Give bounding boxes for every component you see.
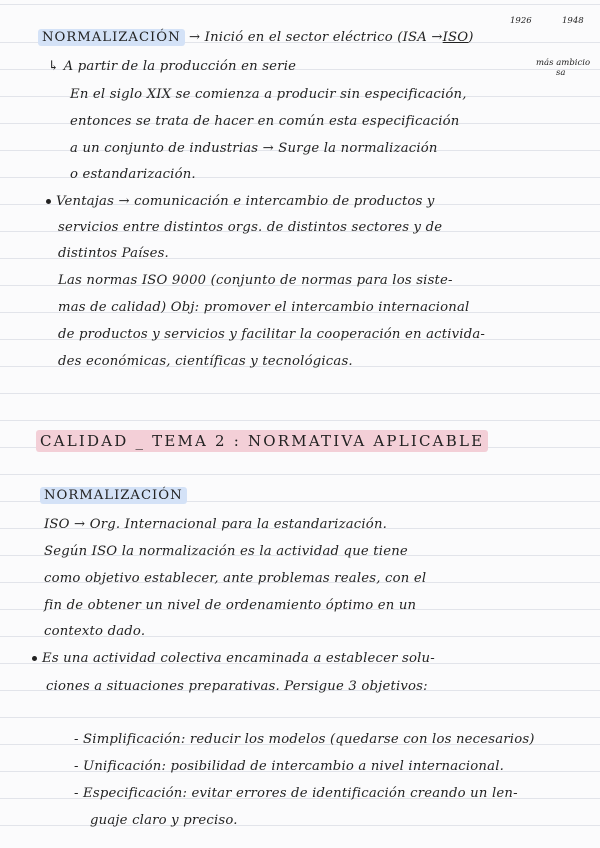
section1-heading: NORMALIZACIÓN [38, 29, 185, 46]
section2-title-line [36, 432, 488, 452]
s1-line-1: En el siglo XIX se comienza a producir sin especificación, [70, 87, 467, 102]
section1-arrow-text: → Inició en el sector eléctrico (ISA → [189, 30, 443, 45]
s1-bullet-line-0 [46, 193, 435, 211]
year-iso: 1948 [562, 16, 584, 26]
s2-line-0: ISO → Org. Internacional para la estandarización. [44, 517, 388, 532]
s1-line-3: a un conjunto de industrias → Surge la normalización [70, 141, 438, 156]
s2-line-3: fin de obtener un nivel de ordenamiento óptimo en un [44, 598, 417, 613]
side-note-line2: sa [556, 68, 566, 78]
s1-bullet-line-3: Las normas ISO 9000 (conjunto de normas para los siste- [58, 273, 453, 288]
s1-line-0: ↳ A partir de la producción en serie [48, 59, 297, 74]
bullet-dot [32, 656, 37, 661]
section2-heading-line [40, 487, 187, 505]
bullet-dot [46, 199, 51, 204]
s2-bullet-text-0: Es una actividad colectiva encaminada a establecer solu- [42, 651, 435, 666]
section1-close-paren: ) [468, 30, 474, 45]
section2-heading: NORMALIZACIÓN [40, 487, 187, 504]
section1-iso: ISO [442, 30, 469, 45]
s2-line-2: como objetivo establecer, ante problemas reales, con el [44, 571, 427, 586]
s1-bullet-line-6: des económicas, científicas y tecnológicas. [58, 354, 353, 369]
s1-bullet-line-1: servicios entre distintos orgs. de distintos sectores y de [58, 220, 443, 235]
s1-bullet-line-4: mas de calidad) Obj: promover el intercambio internacional [58, 300, 470, 315]
s2-bullet-line-0 [32, 650, 435, 668]
objective-especificacion: - Especificación: evitar errores de identificación creando un len- [74, 786, 518, 801]
objective-unificacion: - Unificación: posibilidad de intercambio a nivel internacional. [74, 759, 505, 774]
s1-line-2: entonces se trata de hacer en común esta especificación [70, 114, 460, 129]
s1-bullet-text-0: Ventajas → comunicación e intercambio de productos y [56, 194, 435, 209]
s1-line-4: o estandarización. [70, 167, 196, 182]
s2-line-1: Según ISO la normalización es la actividad que tiene [44, 544, 408, 559]
side-note-line1: más ambicio [536, 58, 591, 68]
year-isa: 1926 [510, 16, 532, 26]
s2-bullet-line-1: ciones a situaciones preparativas. Persigue 3 objetivos: [46, 679, 428, 694]
s1-bullet-line-5: de productos y servicios y facilitar la cooperación en activida- [58, 327, 486, 342]
objective-simplificacion: - Simplificación: reducir los modelos (quedarse con los necesarios) [74, 732, 535, 747]
s1-bullet-line-2: distintos Países. [58, 246, 169, 261]
s2-line-4: contexto dado. [44, 624, 146, 639]
objective-especificacion-cont: guaje claro y preciso. [90, 813, 238, 828]
section1-header-line [38, 29, 474, 47]
section2-title: CALIDAD _ TEMA 2 : NORMATIVA APLICABLE [36, 430, 488, 452]
